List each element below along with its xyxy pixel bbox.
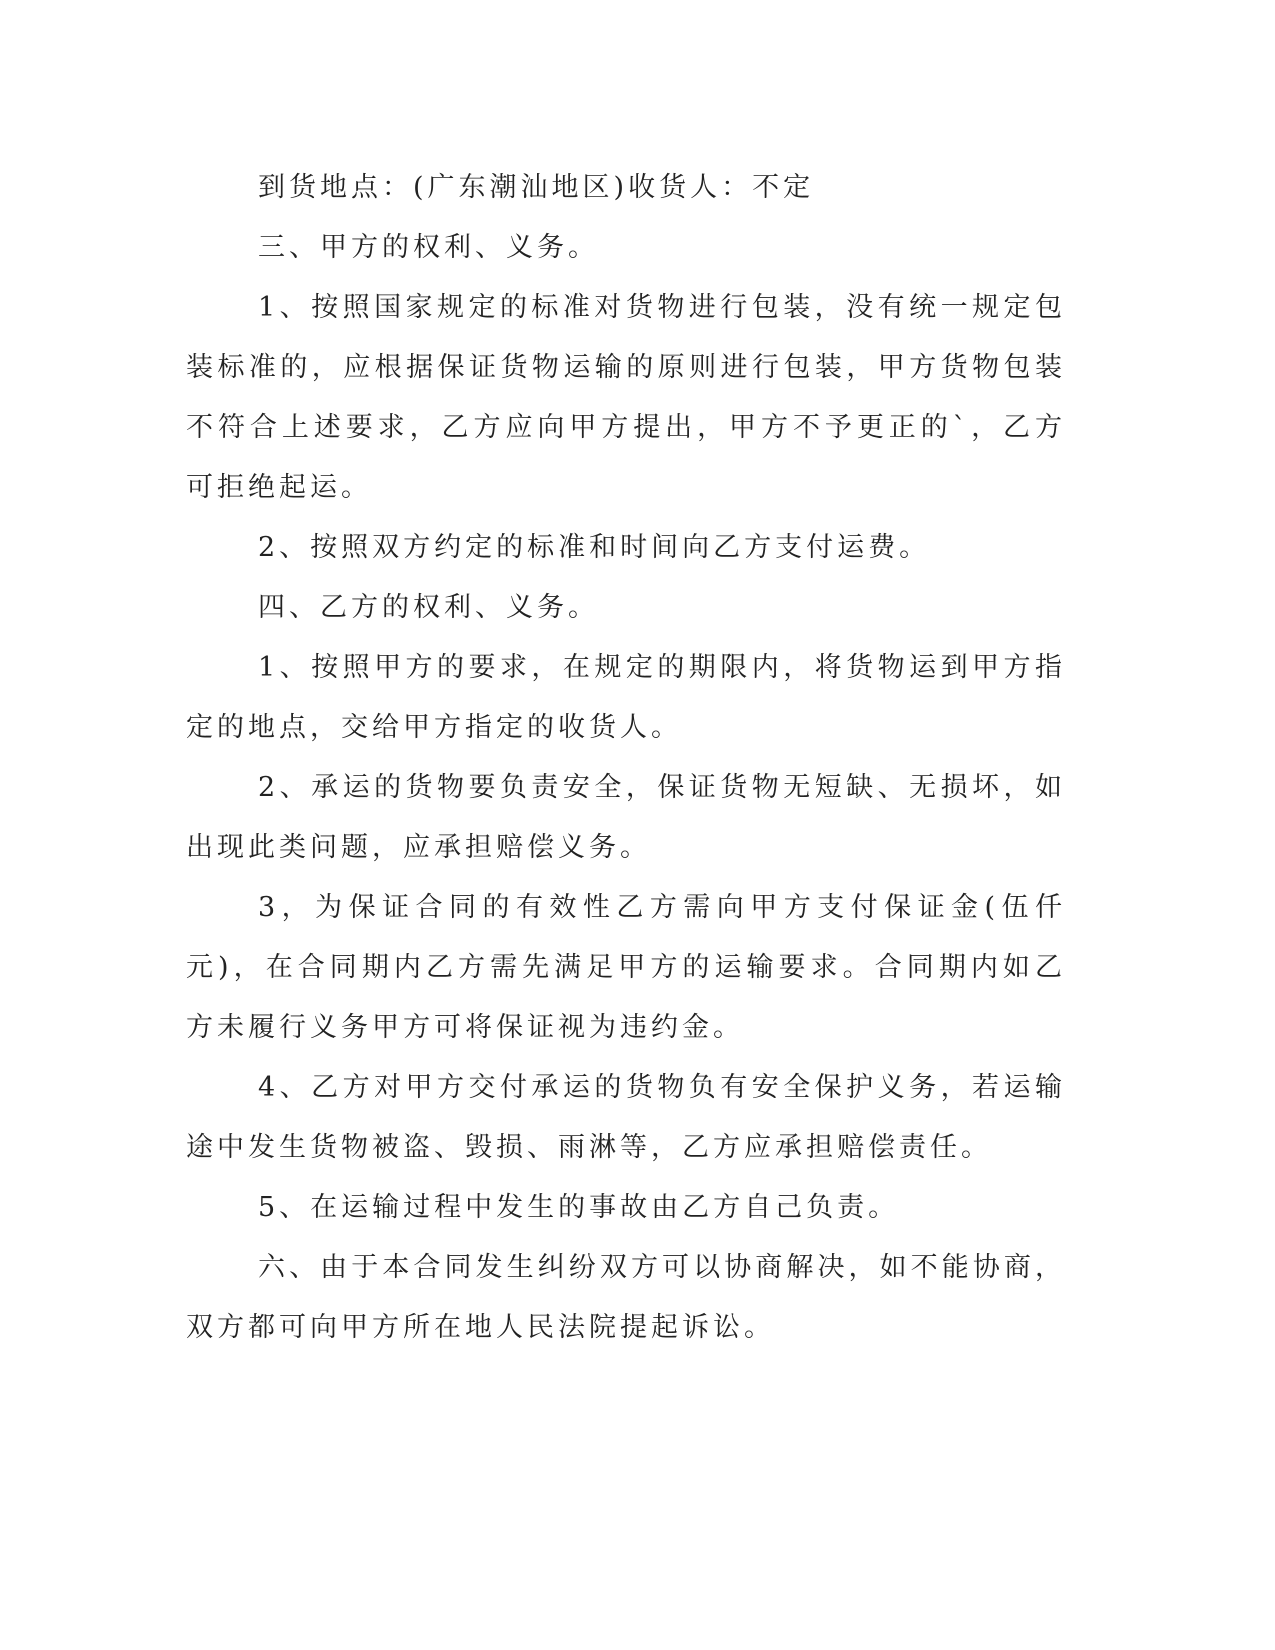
heading-party-b-rights: 四、乙方的权利、义务。: [258, 592, 599, 623]
paragraph-party-b-item-1: 1、按照甲方的要求，在规定的期限内，将货物运到甲方指定的地点，交给甲方指定的收货人。: [186, 652, 1066, 743]
paragraph-dispute-resolution: 六、由于本合同发生纠纷双方可以协商解决，如不能协商，双方都可向甲方所在地人民法院提起诉讼。: [186, 1252, 1066, 1343]
paragraph-party-b-item-2: 2、承运的货物要负责安全，保证货物无短缺、无损坏，如出现此类问题，应承担赔偿义务。: [186, 772, 1066, 863]
paragraph-party-b-item-3: 3，为保证合同的有效性乙方需向甲方支付保证金(伍仟元)，在合同期内乙方需先满足甲方的运输要求。合同期内如乙方未履行义务甲方可将保证视为违约金。: [186, 892, 1066, 1043]
paragraph-party-a-item-1: 1、按照国家规定的标准对货物进行包装，没有统一规定包装标准的，应根据保证货物运输的原则进行包装，甲方货物包装不符合上述要求，乙方应向甲方提出，甲方不予更正的`，乙方可拒绝起运。: [186, 292, 1066, 503]
heading-party-a-rights: 三、甲方的权利、义务。: [258, 232, 599, 263]
paragraph-party-b-item-4: 4、乙方对甲方交付承运的货物负有安全保护义务，若运输途中发生货物被盗、毁损、雨淋等，乙方应承担赔偿责任。: [186, 1072, 1066, 1163]
paragraph-delivery-location: 到货地点：(广东潮汕地区)收货人：不定: [258, 172, 815, 203]
document-body: [186, 158, 1066, 1358]
paragraph-party-a-item-2: 2、按照双方约定的标准和时间向乙方支付运费。: [258, 532, 931, 563]
paragraph-party-b-item-5: 5、在运输过程中发生的事故由乙方自己负责。: [258, 1192, 900, 1223]
